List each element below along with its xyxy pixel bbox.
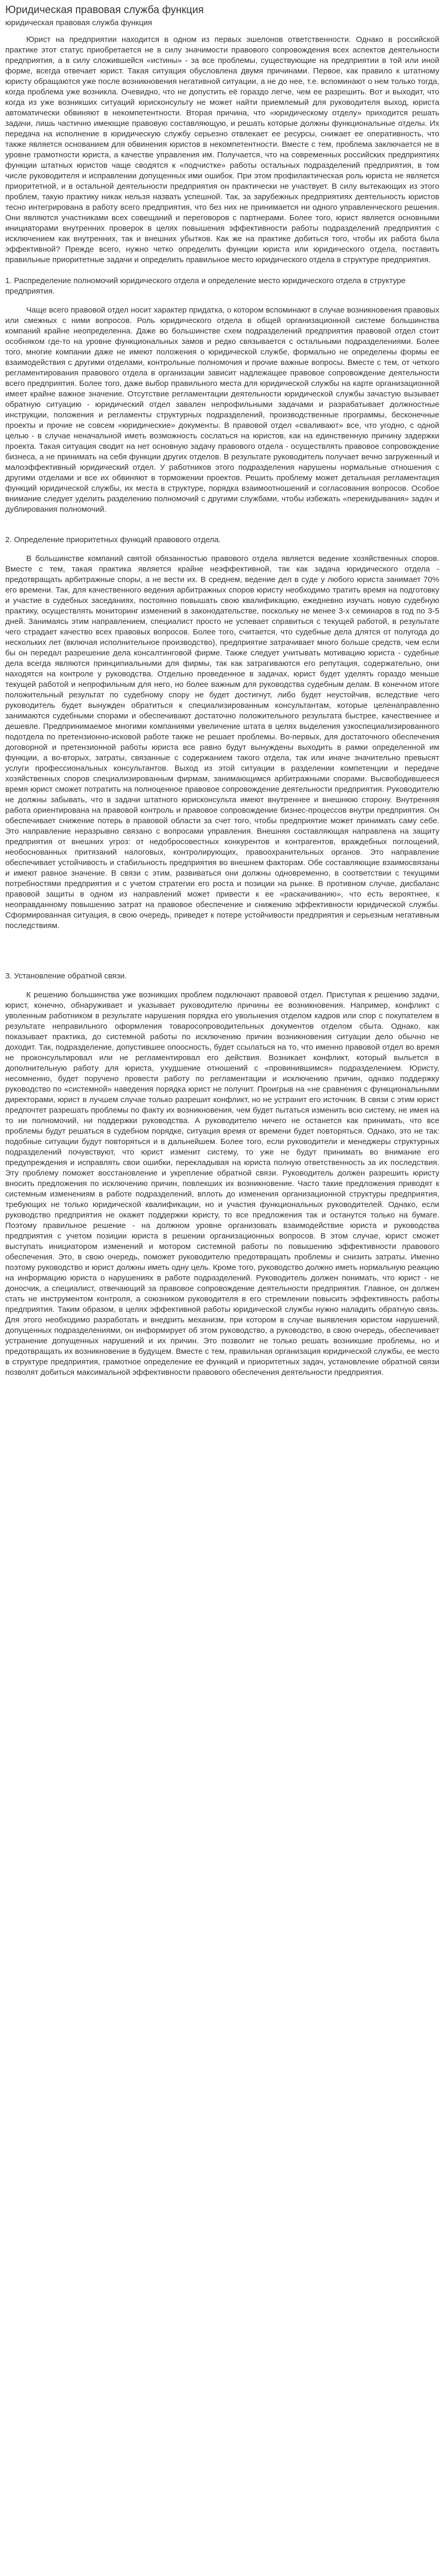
section-1-heading: 1. Распределение полномочий юридического отдела и определение место юридического отдела в структуре предприятия.	[5, 276, 406, 296]
intro-paragraph: Юрист на предприятии находится в одном из первых эшелонов ответственности. Однако в российской практике этот статус приобретается не в силу значимости правового сопровождения всех аспектов деятельности предприятия, а в силу сложившейся «истины» - за все проблемы, существующие на предприятии в той или иной форме, всегда отвечает юрист. Такая ситуация обусловлена двумя причинами. Первое, как правило к штатному юристу обращаются уже после возникновения негативной ситуации, а не до нее, т.е. вспоминают о нем только тогда, когда проблема уже возникла. Очевидно, что не допустить её гораздо легче, чем ее разрешить. Вот и выходит, что когда из уже возникших ситуаций юрисконсульту не может найти приемлемый для руководителя выход, юриста автоматически обвиняют в некомпетентности. Вторая причина, что «юридическому отделу» приходится решать задачи, лишь частично имеющие правовую составляющую, и решать которые должны функциональные отделы. Их передача на исполнение в юридическую службу серьезно отвлекает ее ресурсы, снижает ее оперативность, что также является основанием для обвинения юристов в некомпетентности. Вместе с тем, проблема заключается не в уровне грамотности юриста, а качестве управления им. Получается, что на современных российских предприятиях функции штатных юристов чаще сводятся к «подчистке» работы остальных подразделений предприятия, в том числе руководителя и исправлении допущенных ими ошибок. При этом профилактическая роль юриста не является приоритетной, и в остальной деятельности предприятия он практически не участвует. В силу вытекающих из этого проблем, такую практику никак нельзя назвать успешной. Так, за зарубежных предприятиях деятельность юристов тесно интегрирована в работу всего предприятия, что без них не принимается ни одного управленческого решения. Они являются участниками всех совещаний и переговоров с партнерами. Более того, юрист является основными инициаторами внутренних проверок в целях повышения эффективности работы подразделений предприятия с исключением как внутренних, так и внешних убытков. Как же на практике добиться того, чтобы их работа была эффективной? Прежде всего, нужно четко определить функции юриста или юридического отдела, поставить правильные приоритетные задачи и определить правильное место юридического отдела в структуре предприятия.	[5, 35, 439, 264]
section-1-paragraph: Чаще всего правовой отдел носит характер придатка, о котором вспоминают в случае возникновения правовых или смежных с ними вопросов. Роль юридического отдела в общей организационной системе большинства компаний крайне неопределенна. Даже во большинстве схем подразделений предприятия правовой отдел стоит особняком где-то на уровне функциональных замов и редко связывается с остальными подразделениями. Более того, многие компании даже не имеют положения о юридической службе, формально не определены формы ее взаимодействия с другими отделами, контрольные полномочия и прочие важные вопросы. Вместе с тем, от четкого регламентирования правового отдела в организации зависит надлежащее правовое сопровождение деятельности всего предприятия. Более того, даже выбор правильного места для юридической службы на карте организационной имеет крайне важное значение. Отсутствие регламентации деятельности юридической службы зачастую вызывает обратную ситуацию - юридический отдел завален непрофильными задачами и разрабатывает должностные инструкции, положения и регламенты структурных подразделений, производственные программы, бесконечные проекты и прочие не совсем «юридические» документы. В правовой отдел «сваливают» все, что угодно, с одной целью - в случае неначальной иметь возможность сослаться на юристов, как на единственную причину задержки проекта. Такая ситуация сводит на нет основную задачу правового отдела - осуществлять правовое сопровождение бизнеса, а не принимать на себя функции других отделов. В результате руководитель получает вечно загруженный и малоэффективный юридический отдел. У работников этого подразделения нарушены нормальные отношения с другими отделами и все их обвиняют в торможении проектов. Решить проблему может детальная регламентация функций юридической службы, их места в структуре, порядка взаимоотношений и согласования вопросов. Особое внимание следует уделить разделению полномочий с другими службами, чтобы избежать «перекидывания» задач и дублирования полномочий.	[5, 306, 439, 514]
section-2-paragraph: В большинстве компаний святой обязанностью правового отдела является ведение хозяйственных споров. Вместе с тем, такая практика является крайне неэффективной, так как задача юридического отдела - предотвращать арбитражные споры, а не вести их. В среднем, ведение дел в суде у любого юриста занимает 70% его времени. Так, для качественного ведения арбитражных споров юристу необходимо тратить время на подготовку и участие в судебных заседаниях, постоянно повышать свою квалификацию, ежедневно изучать новую судебную практику, осуществлять мониторинг изменений в законодательстве, поскольку не менее 3-х семинаров в год по 3-5 дней. Занимаясь этим направлением, специалист просто не успевает справиться с текущей работой, в результате чего страдает качество всех правовых вопросов. Более того, считается, что судебные дела длятся от полугода до нескольких лет (включая исполнительное производство), предприятие затрачивает много больше средств, чем если бы он передал разрешение дела консалтинговой фирме. Также следует учитывать мотивацию юриста - судебные дела всегда являются принципиальными для фирмы, так как затрагиваются его репутация, содержательно, они находятся на контроле у руководства. Отдельно проведенное в задачах, юрист будет уделять гораздо меньше текущей работой и непрофильным для него, но более важным для руководства судебным делам. В конечном итоге положительный результат по судебному спору не будет достигнут, либо будет неустойчив, вследствие чего руководитель будет вынужден обратиться к специализированным консультантам, которые целенаправленно занимаются судебными спорами и обеспечивают достаточно положительного результата быстрее, качественнее и дешевле. Предпринимаемое многими компаниями увеличение штата в целях выделения узкоспециализированного подотдела по претензионно-исковой работе также не решает проблемы. Во-первых, для достаточного обеспечения договорной и претензионной работы юриста все равно будут вынуждены выходить в рамки определенной им функции, а во-вторых, затраты, связанные с содержанием такого отдела, так или иначе значительно превысят услуги профессиональных консультантов. Выход из этой ситуации в разделении компетенции и передаче хозяйственных споров специализированным фирмам, занимающимся арбитражными спорами. Высвободившееся время юрист сможет потратить на полноценное правовое сопровождение деятельности предприятия. Руководителю не должны забывать, что в задачи штатного юрисконсульта имеют внутреннее и внешнюю сторону. Внутренняя работа ориентирована на правовой контроль и правовое сопровождение бизнес-процессов внутри предприятия. Он обеспечивает снижение потерь в правовой области за счет того, чтобы предприятие может принимать саму себе. Это направление неразрывно связано с вопросами управления. Внешняя составляющая направлена на защиту предприятия от внешних угроз: от недобросовестных конкурентов и контрагентов, враждебных поглощений, необоснованных притязаний налоговых, контролирующих, правоохранительных органов. Это направление обеспечивает устойчивость и стабильность предприятия во внешнем факторам. Обе составляющие взаимосвязаны и имеют равное значение. В связи с этим, развиваться они должны одновременно, в соответствии с текущими потребностями предприятия и с учетом стратегии его роста и позиции на рынке. В противном случае, дисбаланс правовой защиты в одном из направлений может привести к ее «раскачиванию», что есть вероятнее, к неоправданному повышению затрат на правовое обеспечение и снижению эффективности юридической службы. Сформированная ситуация, в свою очередь, приведет к потере устойчивости предприятия и серьезным негативным последствиям.	[5, 554, 439, 930]
section-2-heading: 2. Определение приоритетных функций правового отдела.	[5, 535, 221, 544]
page-subtitle: юридическая правовая служба функция	[5, 18, 153, 27]
section-3-heading: 3. Установление обратной связи.	[5, 972, 127, 980]
page-title: Юридическая правовая служба функция	[5, 4, 204, 16]
article-body	[5, 35, 439, 1378]
section-3-paragraph: К решению большинства уже возникших проблем подключают правовой отдел. Приступая к решению задачи, юрист, конечно, обнаруживает и указывает руководителю причины ее возникновения. Например, конфликт с уволенным работником в результате нарушения порядка его увольнения отделом кадров или спор с покупателем в результате неправильного оформления товаросопроводительных документов отделом сбыта. Однако, как показывает практика, до системной работы по исключению причин возникновения ситуации дело обычно не доходит. Так, подразделение, допустившее опоосность, будет ссылаться на то, что именно правовой отдел во время не проконсультировал или не регламентировал его действия. Возникает конфликт, который выльется в дополнительную работу для юриста, ухудшение отношений с «провинившимся» подразделением. Юристу, несомненно, будет поручено провести работу по регламентации и исключению причин, однако поддержку руководство по «системной» наведения порядка юрист не получит. Проигрыв на «не сравнения с функциональными директорами, юрист в лучшем случае только разрешит конфликт, но не устранит его источник. В связи с этим юрист предпочтет разрешать проблемы по факту их возникновения, чем будет пытаться изменить всю систему, не имея на то ни полномочий, ни поддержки руководства. А руководителю ничего не останется как принимать, что все проблемы будут решаться в судебном порядке, ситуация время от времени будет повторяться. Однако, это не так: подобные ситуации будут повторяться и в дальнейшем. Более того, если руководители и менеджеры структурных подразделений почувствуют, что юрист изменит систему, то уже не будут принимать во внимание его предупреждения и исправлять свои ошибки, перекладывая на юриста полную ответственность за их последствия. Эту проблему поможет восстановление и укрепление обратной связи. Руководитель должен разрешить юристу вносить предложения по исключению причин, повлекших их возникновение. Часто такие предложения приводят к системным изменениям в работе подразделений, вплоть до изменения организационной структуры предприятия, требующих не только юридической квалификации, но и участия функциональных руководителей. Однако, если руководство предприятия не окажет поддержки юристу, то все предложения так и останутся только на бумаге. Поэтому правильное решение - на должном уровне организовать взаимодействие юриста и руководства предприятия с учетом позиции юриста в решении организационных вопросов. В этом случае, юрист сможет выступать инициатором изменений и мотором системной работы по повышению эффективности правового обеспечения. Это, в свою очередь, поможет руководителю предотвращать проблемы и снизить затраты. Именно поэтому руководство и юрист должны иметь одну цель. Кроме того, руководство должно иметь нормальную реакцию на информацию юриста о нарушениях в работе подразделений. Руководитель должен понимать, что юрист - не доносчик, а специалист, отвечающий за правовое сопровождение деятельности предприятия. Главное, он должен стать не инструментом контроля, а союзником руководителя в его стремлении повысить эффективность работы предприятия. Таким образом, в целях эффективной работы юридической службы нужно наладить обратную связь. Для этого необходимо разработать и внедрить механизм, при котором в случае выявления юристом нарушений, допущенных подразделениями, он информирует об этом руководство, а руководство, в свою очередь, обеспечивает устранение допущенных нарушений и их причин. Это позволит не только решать возникшие проблемы, но и предотвращать их возникновение в будущем. Вместе с тем, правильная организация юридической службы, ее место в структуре предприятия, грамотное определение ее функций и приоритетных задач, установление обратной связи позволят добиться максимальной эффективности правового обеспечения деятельности предприятия.	[5, 990, 439, 1377]
